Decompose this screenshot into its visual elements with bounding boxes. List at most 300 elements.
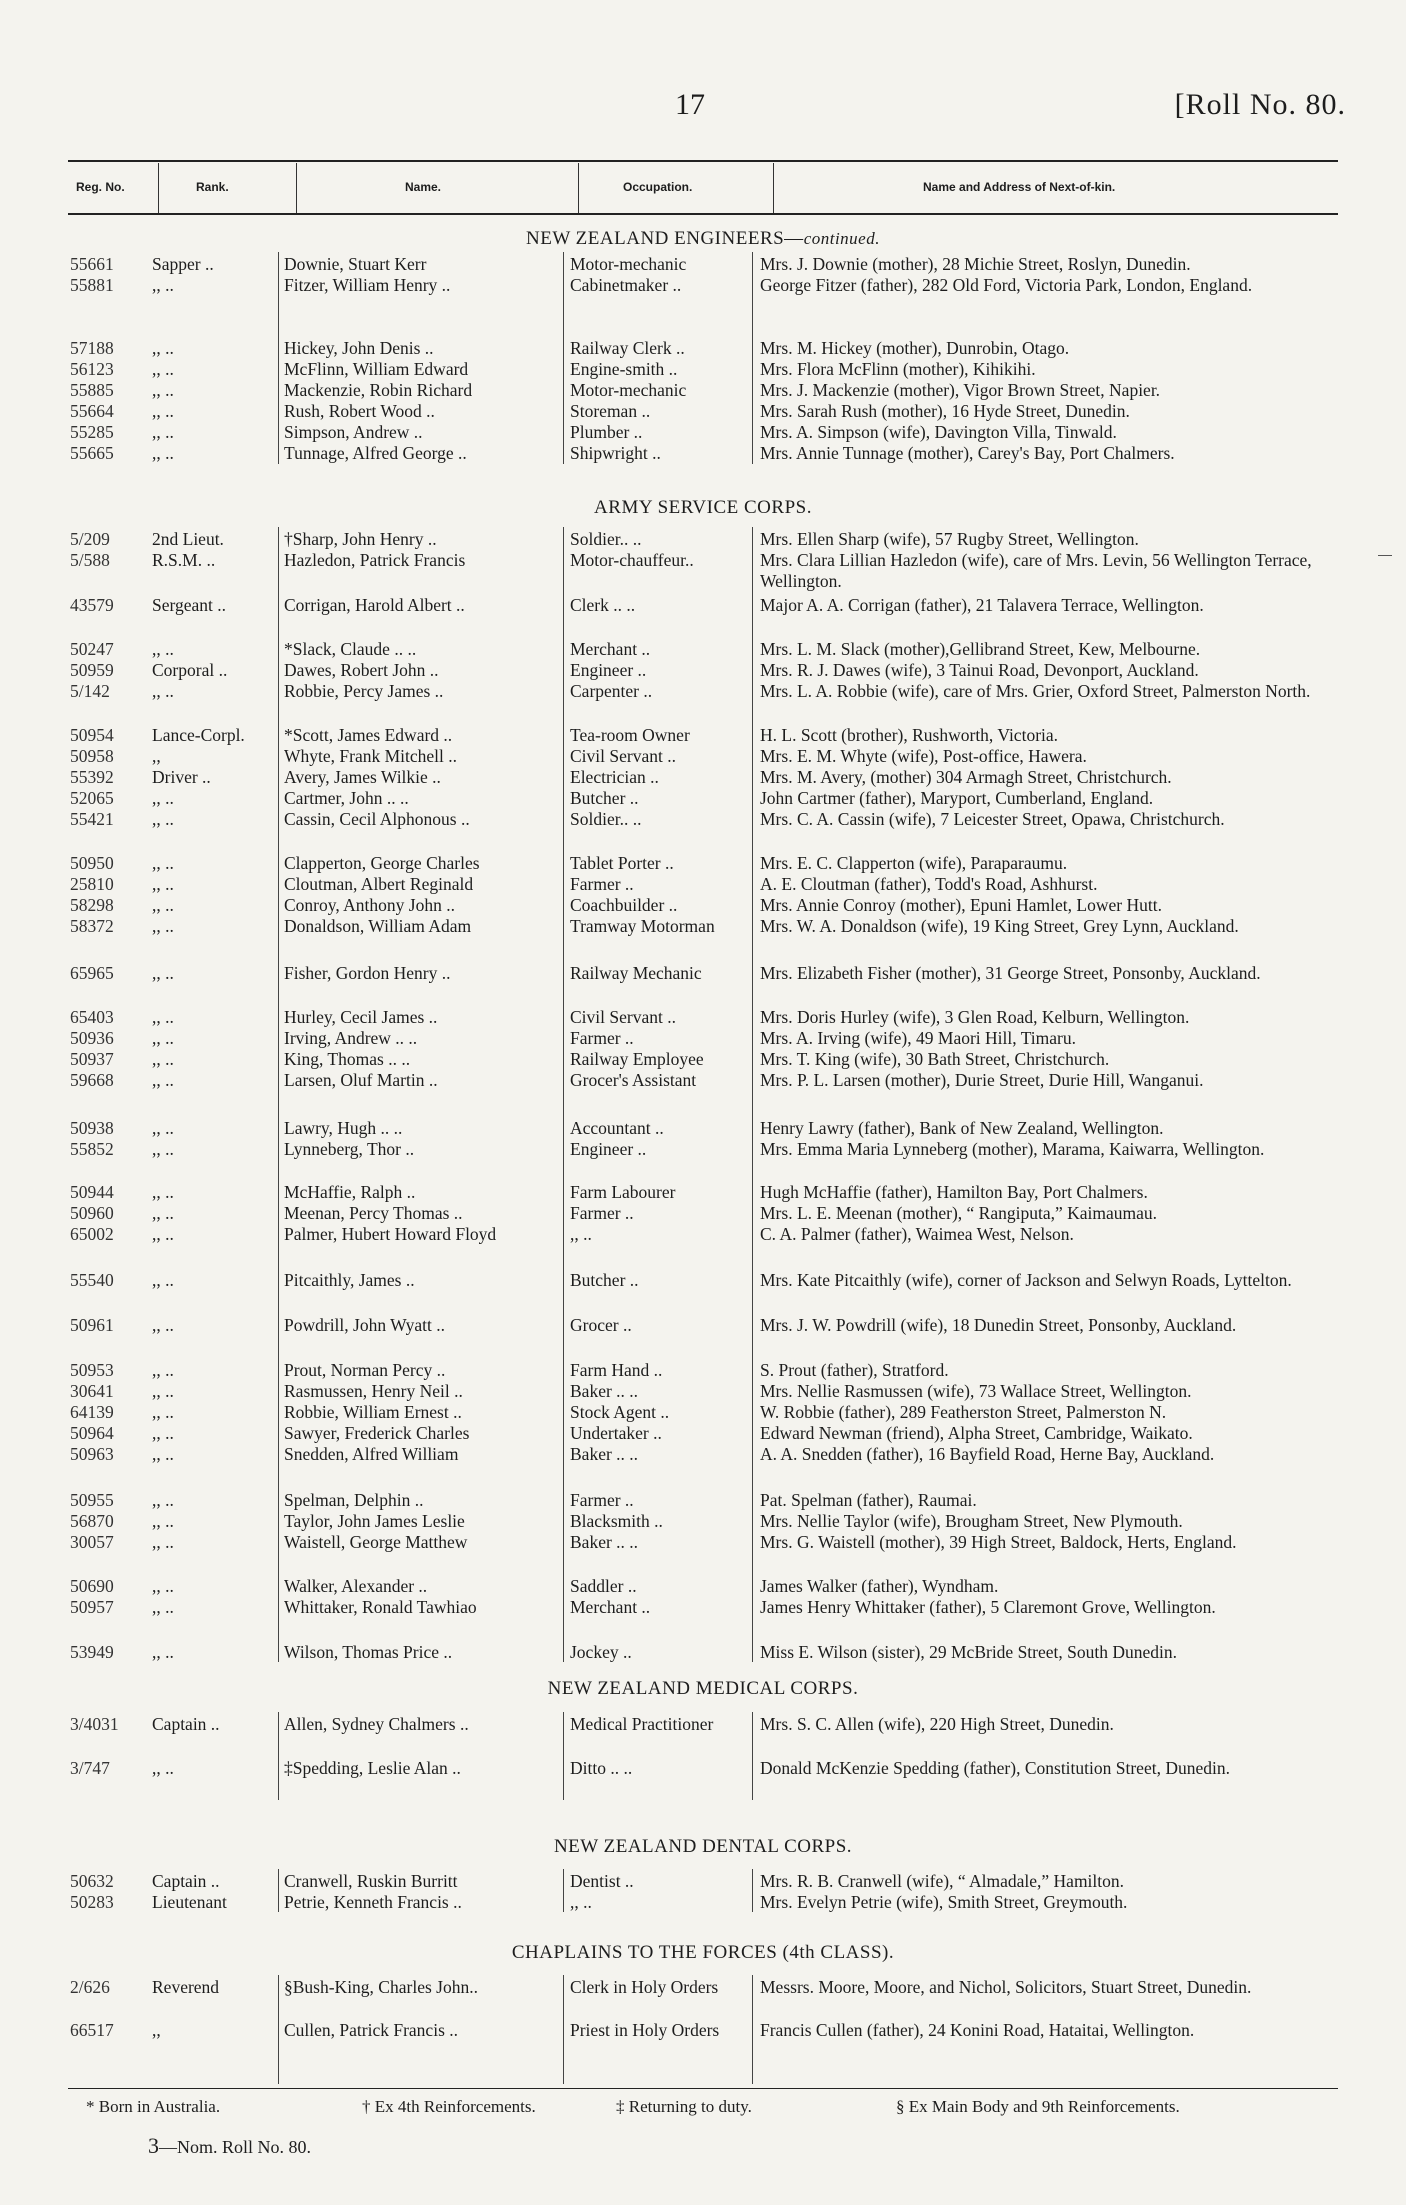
reg-number-cell: 50963	[70, 1444, 114, 1464]
next-of-kin-cell: W. Robbie (father), 289 Featherston Street, Palmerston N.	[760, 1402, 1167, 1422]
next-of-kin-cell: James Walker (father), Wyndham.	[760, 1576, 999, 1596]
next-of-kin-cell: Pat. Spelman (father), Raumai.	[760, 1490, 977, 1510]
occupation-cell: Jockey ..	[570, 1642, 632, 1662]
reg-number-cell: 3/4031	[70, 1714, 119, 1734]
next-of-kin-cell: George Fitzer (father), 282 Old Ford, Victoria Park, London, England.	[760, 275, 1253, 295]
reg-number-cell: 50950	[70, 853, 114, 873]
soldier-name-cell: †Sharp, John Henry ..	[284, 529, 437, 549]
column-rule	[278, 252, 279, 464]
occupation-cell: Accountant ..	[570, 1118, 664, 1138]
occupation-cell: Engineer ..	[570, 660, 647, 680]
soldier-name-cell: ‡Spedding, Leslie Alan ..	[284, 1758, 461, 1778]
next-of-kin-cell: Messrs. Moore, Moore, and Nichol, Solicitors, Stuart Street, Dunedin.	[760, 1977, 1252, 1997]
next-of-kin-cell: S. Prout (father), Stratford.	[760, 1360, 949, 1380]
rank-cell: ,, ..	[152, 874, 174, 894]
reg-number-cell: 50690	[70, 1576, 114, 1596]
occupation-cell: Tea-room Owner	[570, 725, 690, 745]
rank-cell: ,, ..	[152, 401, 174, 421]
occupation-cell: Motor-mechanic	[570, 380, 687, 400]
section-title	[0, 1836, 1406, 1858]
footnote-exmain: § Ex Main Body and 9th Reinforcements.	[896, 2097, 1180, 2116]
column-rule	[752, 527, 753, 1662]
soldier-name-cell: Conroy, Anthony John ..	[284, 895, 455, 915]
occupation-cell: Railway Mechanic	[570, 963, 702, 983]
rank-cell: ,, ..	[152, 1758, 174, 1778]
section-title-continued: continued.	[803, 229, 880, 248]
rank-cell: ,,	[152, 2020, 161, 2040]
reg-number-cell: 50247	[70, 639, 114, 659]
occupation-cell: Tramway Motorman	[570, 916, 715, 936]
reg-number-cell: 55285	[70, 422, 114, 442]
next-of-kin-cell: A. E. Cloutman (father), Todd's Road, Ashhurst.	[760, 874, 1098, 894]
next-of-kin-cell: Edward Newman (friend), Alpha Street, Cambridge, Waikato.	[760, 1423, 1193, 1443]
occupation-cell: Priest in Holy Orders	[570, 2020, 720, 2040]
soldier-name-cell: Cullen, Patrick Francis ..	[284, 2020, 459, 2040]
soldier-name-cell: Fitzer, William Henry ..	[284, 275, 451, 295]
next-of-kin-cell: Mrs. T. King (wife), 30 Bath Street, Christchurch.	[760, 1049, 1110, 1069]
rank-cell: ,, ..	[152, 1070, 174, 1090]
column-rule	[278, 527, 279, 1662]
next-of-kin-cell: Mrs. Sarah Rush (mother), 16 Hyde Street, Dunedin.	[760, 401, 1130, 421]
reg-number-cell: 2/626	[70, 1977, 110, 1997]
rank-cell: ,, ..	[152, 1642, 174, 1662]
column-rule	[752, 1712, 753, 1800]
soldier-name-cell: Robbie, Percy James ..	[284, 681, 444, 701]
rank-cell: ,, ..	[152, 380, 174, 400]
rank-cell: Sapper ..	[152, 254, 214, 274]
reg-number-cell: 64139	[70, 1402, 114, 1422]
rank-cell: ,, ..	[152, 853, 174, 873]
soldier-name-cell: Taylor, John James Leslie	[284, 1511, 465, 1531]
rank-cell: Captain ..	[152, 1714, 220, 1734]
reg-number-cell: 57188	[70, 338, 114, 358]
column-headers	[68, 163, 1338, 213]
occupation-cell: Storeman ..	[570, 401, 651, 421]
column-divider	[773, 163, 774, 213]
next-of-kin-cell: Miss E. Wilson (sister), 29 McBride Street, South Dunedin.	[760, 1642, 1178, 1662]
occupation-cell: Soldier.. ..	[570, 809, 642, 829]
rank-cell: ,, ..	[152, 1490, 174, 1510]
soldier-name-cell: Petrie, Kenneth Francis ..	[284, 1892, 462, 1912]
margin-mark	[1378, 555, 1392, 556]
soldier-name-cell: Irving, Andrew .. ..	[284, 1028, 418, 1048]
next-of-kin-cell: Mrs. S. C. Allen (wife), 220 High Street, Dunedin.	[760, 1714, 1114, 1734]
next-of-kin-cell: Mrs. Annie Tunnage (mother), Carey's Bay, Port Chalmers.	[760, 443, 1175, 463]
next-of-kin-cell: Mrs. M. Hickey (mother), Dunrobin, Otago.	[760, 338, 1070, 358]
soldier-name-cell: Cassin, Cecil Alphonous ..	[284, 809, 470, 829]
rank-cell: ,, ..	[152, 788, 174, 808]
soldier-name-cell: Hickey, John Denis ..	[284, 338, 434, 358]
soldier-name-cell: Cartmer, John .. ..	[284, 788, 409, 808]
next-of-kin-cell: Mrs. E. M. Whyte (wife), Post-office, Hawera.	[760, 746, 1087, 766]
next-of-kin-cell: Henry Lawry (father), Bank of New Zealand, Wellington.	[760, 1118, 1164, 1138]
soldier-name-cell: Lynneberg, Thor ..	[284, 1139, 415, 1159]
occupation-cell: Baker .. ..	[570, 1444, 639, 1464]
next-of-kin-cell: Mrs. Elizabeth Fisher (mother), 31 George Street, Ponsonby, Auckland.	[760, 963, 1261, 983]
occupation-cell: Baker .. ..	[570, 1532, 639, 1552]
occupation-cell: Blacksmith ..	[570, 1511, 663, 1531]
section-title	[0, 1678, 1406, 1700]
occupation-cell: Farmer ..	[570, 1203, 634, 1223]
soldier-name-cell: Allen, Sydney Chalmers ..	[284, 1714, 469, 1734]
soldier-name-cell: Sawyer, Frederick Charles	[284, 1423, 470, 1443]
soldier-name-cell: Whittaker, Ronald Tawhiao	[284, 1597, 477, 1617]
rank-cell: ,, ..	[152, 359, 174, 379]
rank-cell: ,, ..	[152, 1203, 174, 1223]
soldier-name-cell: §Bush-King, Charles John..	[284, 1977, 478, 1997]
rank-cell: ,, ..	[152, 1118, 174, 1138]
reg-number-cell: 30641	[70, 1381, 114, 1401]
rank-cell: ,, ..	[152, 639, 174, 659]
reg-number-cell: 25810	[70, 874, 114, 894]
rank-cell: ,, ..	[152, 963, 174, 983]
rank-cell: ,, ..	[152, 895, 174, 915]
soldier-name-cell: Robbie, William Ernest ..	[284, 1402, 462, 1422]
next-of-kin-cell: Mrs. L. E. Meenan (mother), “ Rangiputa,” Kaimaumau.	[760, 1203, 1158, 1223]
occupation-cell: Dentist ..	[570, 1871, 634, 1891]
rank-cell: ,, ..	[152, 1381, 174, 1401]
soldier-name-cell: Avery, James Wilkie ..	[284, 767, 441, 787]
next-of-kin-cell: Mrs. Annie Conroy (mother), Epuni Hamlet, Lower Hutt.	[760, 895, 1162, 915]
rank-cell: ,, ..	[152, 681, 174, 701]
occupation-cell: Civil Servant ..	[570, 1007, 676, 1027]
reg-number-cell: 59668	[70, 1070, 114, 1090]
reg-number-cell: 5/142	[70, 681, 110, 701]
next-of-kin-cell: Mrs. G. Waistell (mother), 39 High Street, Baldock, Herts, England.	[760, 1532, 1237, 1552]
soldier-name-cell: Cloutman, Albert Reginald	[284, 874, 474, 894]
reg-number-cell: 50960	[70, 1203, 114, 1223]
next-of-kin-cell: C. A. Palmer (father), Waimea West, Nelson.	[760, 1224, 1074, 1244]
rank-cell: ,, ..	[152, 275, 174, 295]
soldier-name-cell: Rush, Robert Wood ..	[284, 401, 435, 421]
occupation-cell: Farmer ..	[570, 874, 634, 894]
reg-number-cell: 50283	[70, 1892, 114, 1912]
soldier-name-cell: Mackenzie, Robin Richard	[284, 380, 473, 400]
soldier-name-cell: Larsen, Oluf Martin ..	[284, 1070, 438, 1090]
soldier-name-cell: Waistell, George Matthew	[284, 1532, 468, 1552]
occupation-cell: Motor-chauffeur..	[570, 550, 694, 570]
rank-cell: ,, ..	[152, 1028, 174, 1048]
section-title-text: NEW ZEALAND ENGINEERS—	[526, 228, 804, 249]
next-of-kin-cell: Mrs. J. W. Powdrill (wife), 18 Dunedin Street, Ponsonby, Auckland.	[760, 1315, 1237, 1335]
occupation-cell: Railway Clerk ..	[570, 338, 685, 358]
section-title-text: ARMY SERVICE CORPS.	[594, 497, 812, 518]
rank-cell: Sergeant ..	[152, 595, 227, 615]
rank-cell: ,, ..	[152, 1007, 174, 1027]
next-of-kin-cell: Mrs. R. B. Cranwell (wife), “ Almadale,” Hamilton.	[760, 1871, 1125, 1891]
soldier-name-cell: Hurley, Cecil James ..	[284, 1007, 438, 1027]
rank-cell: ,, ..	[152, 1511, 174, 1531]
reg-number-cell: 50944	[70, 1182, 114, 1202]
soldier-name-cell: Simpson, Andrew ..	[284, 422, 423, 442]
next-of-kin-cell: Mrs. J. Mackenzie (mother), Vigor Brown Street, Napier.	[760, 380, 1161, 400]
reg-number-cell: 55664	[70, 401, 114, 421]
rank-cell: Captain ..	[152, 1871, 220, 1891]
reg-number-cell: 50953	[70, 1360, 114, 1380]
next-of-kin-cell: Mrs. E. C. Clapperton (wife), Paraparaumu.	[760, 853, 1068, 873]
occupation-cell: Grocer ..	[570, 1315, 632, 1335]
next-of-kin-cell: Mrs. R. J. Dawes (wife), 3 Tainui Road, Devonport, Auckland.	[760, 660, 1199, 680]
column-rule	[563, 1975, 564, 2084]
occupation-cell: Ditto .. ..	[570, 1758, 633, 1778]
occupation-cell: Clerk .. ..	[570, 595, 636, 615]
rank-cell: Corporal ..	[152, 660, 228, 680]
next-of-kin-cell: James Henry Whittaker (father), 5 Claremont Grove, Wellington.	[760, 1597, 1216, 1617]
rank-cell: ,, ..	[152, 1360, 174, 1380]
nominal-roll-text: —Nom. Roll No. 80.	[159, 2137, 312, 2157]
section-title	[0, 228, 1406, 250]
reg-number-cell: 55665	[70, 443, 114, 463]
reg-number-cell: 55661	[70, 254, 114, 274]
next-of-kin-cell: Mrs. C. A. Cassin (wife), 7 Leicester Street, Opawa, Christchurch.	[760, 809, 1225, 829]
rank-cell: ,, ..	[152, 1182, 174, 1202]
soldier-name-cell: Palmer, Hubert Howard Floyd	[284, 1224, 497, 1244]
reg-number-cell: 58372	[70, 916, 114, 936]
rank-cell: ,, ..	[152, 1139, 174, 1159]
reg-number-cell: 50632	[70, 1871, 114, 1891]
soldier-name-cell: McFlinn, William Edward	[284, 359, 469, 379]
reg-number-cell: 55881	[70, 275, 114, 295]
occupation-cell: Cabinetmaker ..	[570, 275, 682, 295]
reg-number-cell: 65403	[70, 1007, 114, 1027]
column-rule	[752, 1975, 753, 2084]
reg-number-cell: 5/209	[70, 529, 110, 549]
header-top-rule	[68, 160, 1338, 162]
reg-number-cell: 30057	[70, 1532, 114, 1552]
col-occupation-header: Occupation.	[623, 180, 693, 194]
rank-cell: ,, ..	[152, 809, 174, 829]
next-of-kin-cell: Mrs. Nellie Rasmussen (wife), 73 Wallace Street, Wellington.	[760, 1381, 1192, 1401]
next-of-kin-cell: Mrs. Emma Maria Lynneberg (mother), Marama, Kaiwarra, Wellington.	[760, 1139, 1265, 1159]
reg-number-cell: 50955	[70, 1490, 114, 1510]
rank-cell: ,, ..	[152, 1444, 174, 1464]
rank-cell: ,, ..	[152, 1270, 174, 1290]
next-of-kin-cell: Major A. A. Corrigan (father), 21 Talavera Terrace, Wellington.	[760, 595, 1204, 615]
reg-number-cell: 50961	[70, 1315, 114, 1335]
rank-cell: ,, ..	[152, 1532, 174, 1552]
reg-number-cell: 65965	[70, 963, 114, 983]
reg-number-cell: 52065	[70, 788, 114, 808]
reg-number-cell: 3/747	[70, 1758, 110, 1778]
section-title-text: CHAPLAINS TO THE FORCES (4th CLASS).	[511, 1942, 895, 1963]
col-kin-header: Name and Address of Next-of-kin.	[923, 180, 1116, 194]
rank-cell: ,, ..	[152, 443, 174, 463]
next-of-kin-cell: Mrs. L. M. Slack (mother),Gellibrand Street, Kew, Melbourne.	[760, 639, 1201, 659]
next-of-kin-cell: Mrs. Flora McFlinn (mother), Kihikihi.	[760, 359, 1036, 379]
section-title	[0, 1942, 1406, 1964]
footnote-ex4: † Ex 4th Reinforcements.	[362, 2097, 536, 2116]
next-of-kin-cell: Mrs. A. Simpson (wife), Davington Villa, Tinwald.	[760, 422, 1117, 442]
rank-cell: ,, ..	[152, 422, 174, 442]
reg-number-cell: 55885	[70, 380, 114, 400]
occupation-cell: Clerk in Holy Orders	[570, 1977, 719, 1997]
soldier-name-cell: Tunnage, Alfred George ..	[284, 443, 467, 463]
reg-number-cell: 55852	[70, 1139, 114, 1159]
column-rule	[278, 1975, 279, 2084]
occupation-cell: Soldier.. ..	[570, 529, 642, 549]
next-of-kin-cell: Mrs. M. Avery, (mother) 304 Armagh Street, Christchurch.	[760, 767, 1172, 787]
page-number: 17	[675, 88, 705, 121]
rank-cell: ,, ..	[152, 1597, 174, 1617]
soldier-name-cell: McHaffie, Ralph ..	[284, 1182, 416, 1202]
occupation-cell: Civil Servant ..	[570, 746, 676, 766]
rank-cell: ,, ..	[152, 338, 174, 358]
next-of-kin-cell: A. A. Snedden (father), 16 Bayfield Road, Herne Bay, Auckland.	[760, 1444, 1215, 1464]
nominal-roll-label	[148, 2133, 311, 2159]
rank-cell: 2nd Lieut.	[152, 529, 224, 549]
rank-cell: Driver ..	[152, 767, 211, 787]
section-title	[0, 497, 1406, 519]
rank-cell: R.S.M. ..	[152, 550, 216, 570]
column-divider	[296, 163, 297, 213]
occupation-cell: ,, ..	[570, 1892, 592, 1912]
column-rule	[563, 1869, 564, 1912]
occupation-cell: Undertaker ..	[570, 1423, 662, 1443]
next-of-kin-cell: Mrs. Kate Pitcaithly (wife), corner of Jackson and Selwyn Roads, Lyttelton.	[760, 1270, 1292, 1290]
section-title-text: NEW ZEALAND DENTAL CORPS.	[553, 1836, 853, 1857]
next-of-kin-cell: Mrs. P. L. Larsen (mother), Durie Street, Durie Hill, Wanganui.	[760, 1070, 1204, 1090]
reg-number-cell: 58298	[70, 895, 114, 915]
roll-number: [Roll No. 80.	[1174, 88, 1346, 121]
reg-number-cell: 50936	[70, 1028, 114, 1048]
col-reg-header: Reg. No.	[76, 180, 125, 194]
occupation-cell: Butcher ..	[570, 1270, 639, 1290]
rank-cell: ,, ..	[152, 1224, 174, 1244]
soldier-name-cell: Corrigan, Harold Albert ..	[284, 595, 465, 615]
soldier-name-cell: Walker, Alexander ..	[284, 1576, 428, 1596]
occupation-cell: Stock Agent ..	[570, 1402, 670, 1422]
column-rule	[752, 1869, 753, 1912]
column-divider	[158, 163, 159, 213]
soldier-name-cell: Wilson, Thomas Price ..	[284, 1642, 453, 1662]
reg-number-cell: 50964	[70, 1423, 114, 1443]
footnote-rule	[68, 2088, 1338, 2089]
soldier-name-cell: Lawry, Hugh .. ..	[284, 1118, 403, 1138]
reg-number-cell: 50957	[70, 1597, 114, 1617]
next-of-kin-cell: Mrs. L. A. Robbie (wife), care of Mrs. Grier, Oxford Street, Palmerston North.	[760, 681, 1311, 701]
occupation-cell: Tablet Porter ..	[570, 853, 674, 873]
reg-number-cell: 50937	[70, 1049, 114, 1069]
rank-cell: ,, ..	[152, 1423, 174, 1443]
column-rule	[278, 1712, 279, 1800]
column-rule	[752, 252, 753, 464]
soldier-name-cell: Pitcaithly, James ..	[284, 1270, 415, 1290]
occupation-cell: ,, ..	[570, 1224, 592, 1244]
reg-number-cell: 55421	[70, 809, 114, 829]
footnote-born: * Born in Australia.	[86, 2097, 221, 2116]
soldier-name-cell: Dawes, Robert John ..	[284, 660, 439, 680]
occupation-cell: Grocer's Assistant	[570, 1070, 697, 1090]
next-of-kin-cell: Donald McKenzie Spedding (father), Constitution Street, Dunedin.	[760, 1758, 1230, 1778]
occupation-cell: Butcher ..	[570, 788, 639, 808]
next-of-kin-cell: Mrs. W. A. Donaldson (wife), 19 King Street, Grey Lynn, Auckland.	[760, 916, 1239, 936]
reg-number-cell: 66517	[70, 2020, 114, 2040]
soldier-name-cell: Prout, Norman Percy ..	[284, 1360, 446, 1380]
occupation-cell: Baker .. ..	[570, 1381, 639, 1401]
reg-number-cell: 50959	[70, 660, 114, 680]
soldier-name-cell: King, Thomas .. ..	[284, 1049, 411, 1069]
reg-number-cell: 5/588	[70, 550, 110, 570]
soldier-name-cell: *Slack, Claude .. ..	[284, 639, 417, 659]
column-rule	[563, 527, 564, 1662]
soldier-name-cell: Hazledon, Patrick Francis	[284, 550, 466, 570]
rank-cell: Reverend	[152, 1977, 220, 1997]
occupation-cell: Saddler ..	[570, 1576, 637, 1596]
next-of-kin-cell: Mrs. Evelyn Petrie (wife), Smith Street, Greymouth.	[760, 1892, 1128, 1912]
next-of-kin-cell: Hugh McHaffie (father), Hamilton Bay, Port Chalmers.	[760, 1182, 1148, 1202]
soldier-name-cell: Spelman, Delphin ..	[284, 1490, 424, 1510]
column-rule	[563, 252, 564, 464]
next-of-kin-cell: Mrs. Clara Lillian Hazledon (wife), care of Mrs. Levin, 56 Wellington Terrace, Wellington.	[760, 550, 1312, 591]
occupation-cell: Merchant ..	[570, 1597, 651, 1617]
rank-cell: ,,	[152, 746, 161, 766]
reg-number-cell: 55540	[70, 1270, 114, 1290]
occupation-cell: Motor-mechanic	[570, 254, 687, 274]
rank-cell: ,, ..	[152, 1402, 174, 1422]
soldier-name-cell: Donaldson, William Adam	[284, 916, 472, 936]
rank-cell: Lieutenant	[152, 1892, 227, 1912]
rank-cell: ,, ..	[152, 1576, 174, 1596]
occupation-cell: Merchant ..	[570, 639, 651, 659]
occupation-cell: Railway Employee	[570, 1049, 704, 1069]
reg-number-cell: 50958	[70, 746, 114, 766]
col-name-header: Name.	[405, 180, 442, 194]
occupation-cell: Medical Practitioner	[570, 1714, 714, 1734]
page-header	[0, 88, 1406, 128]
soldier-name-cell: Powdrill, John Wyatt ..	[284, 1315, 445, 1335]
header-bottom-rule	[68, 213, 1338, 215]
soldier-name-cell: Meenan, Percy Thomas ..	[284, 1203, 463, 1223]
occupation-cell: Farm Labourer	[570, 1182, 676, 1202]
rank-cell: Lance-Corpl.	[152, 725, 245, 745]
soldier-name-cell: Whyte, Frank Mitchell ..	[284, 746, 458, 766]
soldier-name-cell: Fisher, Gordon Henry ..	[284, 963, 451, 983]
soldier-name-cell: Downie, Stuart Kerr	[284, 254, 427, 274]
reg-number-cell: 65002	[70, 1224, 114, 1244]
reg-number-cell: 53949	[70, 1642, 114, 1662]
next-of-kin-cell: Mrs. Doris Hurley (wife), 3 Glen Road, Kelburn, Wellington.	[760, 1007, 1190, 1027]
soldier-name-cell: Rasmussen, Henry Neil ..	[284, 1381, 463, 1401]
next-of-kin-cell: H. L. Scott (brother), Rushworth, Victoria.	[760, 725, 1059, 745]
column-rule	[563, 1712, 564, 1800]
next-of-kin-cell: Mrs. A. Irving (wife), 49 Maori Hill, Timaru.	[760, 1028, 1076, 1048]
occupation-cell: Shipwright ..	[570, 443, 661, 463]
soldier-name-cell: Snedden, Alfred William	[284, 1444, 459, 1464]
footnote-returning: ‡ Returning to duty.	[616, 2097, 752, 2116]
next-of-kin-cell: Mrs. J. Downie (mother), 28 Michie Street, Roslyn, Dunedin.	[760, 254, 1191, 274]
reg-number-cell: 56123	[70, 359, 114, 379]
occupation-cell: Farmer ..	[570, 1490, 634, 1510]
reg-number-cell: 50954	[70, 725, 114, 745]
next-of-kin-cell: Mrs. Ellen Sharp (wife), 57 Rugby Street, Wellington.	[760, 529, 1139, 549]
occupation-cell: Carpenter ..	[570, 681, 653, 701]
rank-cell: ,, ..	[152, 1049, 174, 1069]
rank-cell: ,, ..	[152, 916, 174, 936]
occupation-cell: Farm Hand ..	[570, 1360, 663, 1380]
occupation-cell: Farmer ..	[570, 1028, 634, 1048]
next-of-kin-cell: Francis Cullen (father), 24 Konini Road, Hataitai, Wellington.	[760, 2020, 1195, 2040]
occupation-cell: Engineer ..	[570, 1139, 647, 1159]
soldier-name-cell: *Scott, James Edward ..	[284, 725, 453, 745]
col-rank-header: Rank.	[196, 180, 229, 194]
reg-number-cell: 55392	[70, 767, 114, 787]
next-of-kin-cell: Mrs. Nellie Taylor (wife), Brougham Street, New Plymouth.	[760, 1511, 1183, 1531]
rank-cell: ,, ..	[152, 1315, 174, 1335]
soldier-name-cell: Clapperton, George Charles	[284, 853, 480, 873]
reg-number-cell: 56870	[70, 1511, 114, 1531]
occupation-cell: Plumber ..	[570, 422, 643, 442]
reg-number-cell: 50938	[70, 1118, 114, 1138]
